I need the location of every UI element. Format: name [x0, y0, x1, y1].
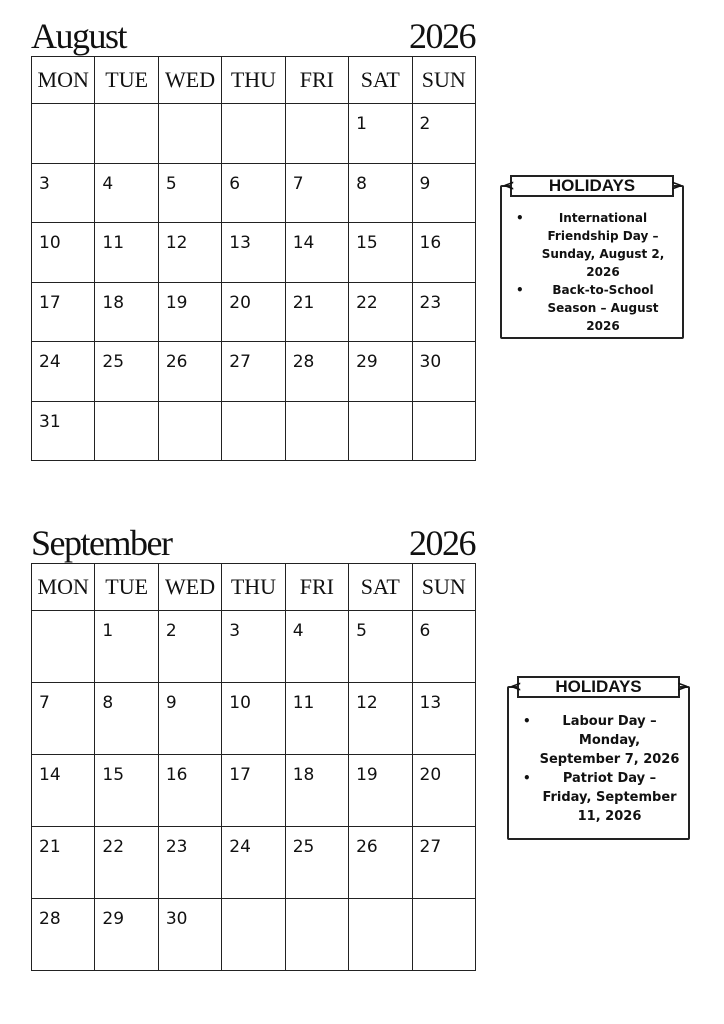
day-cell: 23: [412, 282, 475, 342]
day-cell: 1: [349, 104, 412, 164]
september-title: [31, 523, 475, 563]
day-cell: 8: [95, 683, 158, 755]
month-name: August: [31, 16, 127, 56]
weekday-header: WED: [158, 564, 221, 611]
week-row: [32, 342, 476, 402]
day-cell: 10: [222, 683, 285, 755]
day-cell: 18: [285, 755, 348, 827]
day-cell: 19: [158, 282, 221, 342]
day-cell: 21: [32, 827, 95, 899]
day-cell: [95, 401, 158, 461]
day-cell: 13: [412, 683, 475, 755]
day-cell: [32, 611, 95, 683]
day-cell: 6: [412, 611, 475, 683]
week-row: [32, 223, 476, 283]
day-cell: [32, 104, 95, 164]
day-cell: 20: [412, 755, 475, 827]
weekday-header: TUE: [95, 564, 158, 611]
day-cell: 19: [349, 755, 412, 827]
day-cell: 4: [95, 163, 158, 223]
weekday-header-row: [32, 57, 476, 104]
day-cell: 29: [349, 342, 412, 402]
day-cell: 25: [95, 342, 158, 402]
weekday-header: MON: [32, 564, 95, 611]
day-cell: 9: [158, 683, 221, 755]
week-row: [32, 163, 476, 223]
bullet-icon: •: [516, 211, 524, 225]
day-cell: 7: [285, 163, 348, 223]
day-cell: 8: [349, 163, 412, 223]
day-cell: 12: [349, 683, 412, 755]
week-row: [32, 755, 476, 827]
weekday-header: SAT: [349, 564, 412, 611]
holiday-item: • Labour Day – Monday, September 7, 2026: [523, 714, 680, 767]
day-cell: 21: [285, 282, 348, 342]
august-weeks: [32, 104, 476, 461]
bullet-icon: •: [523, 771, 531, 785]
week-row: [32, 611, 476, 683]
day-cell: 16: [412, 223, 475, 283]
ribbon-end-icon: >: [671, 178, 683, 194]
day-cell: 1: [95, 611, 158, 683]
day-cell: 9: [412, 163, 475, 223]
weekday-header: THU: [222, 564, 285, 611]
weekday-header: WED: [158, 57, 221, 104]
day-cell: 24: [222, 827, 285, 899]
day-cell: 29: [95, 899, 158, 971]
september-grid: [31, 563, 476, 971]
holiday-item: • International Friendship Day – Sunday, August 2, 2026: [516, 211, 665, 279]
week-row: [32, 827, 476, 899]
week-row: [32, 282, 476, 342]
holidays-heading: HOLIDAYS: [548, 176, 636, 195]
weekday-header: MON: [32, 57, 95, 104]
holidays-banner: [503, 175, 683, 197]
day-cell: 2: [412, 104, 475, 164]
ribbon-end-icon: <: [503, 178, 515, 194]
day-cell: 25: [285, 827, 348, 899]
weekday-header-row: [32, 564, 476, 611]
week-row: [32, 104, 476, 164]
month-year: 2026: [409, 16, 475, 56]
day-cell: 22: [95, 827, 158, 899]
day-cell: 2: [158, 611, 221, 683]
holidays-heading: HOLIDAYS: [555, 677, 642, 696]
day-cell: 27: [412, 827, 475, 899]
week-row: [32, 683, 476, 755]
bullet-icon: •: [523, 714, 531, 728]
day-cell: 14: [32, 755, 95, 827]
weekday-header: SAT: [349, 57, 412, 104]
week-row: [32, 899, 476, 971]
day-cell: 3: [32, 163, 95, 223]
day-cell: 12: [158, 223, 221, 283]
day-cell: [285, 899, 348, 971]
day-cell: [222, 401, 285, 461]
day-cell: 16: [158, 755, 221, 827]
august-title: [31, 16, 475, 56]
august-holidays-box: [500, 176, 684, 339]
day-cell: 23: [158, 827, 221, 899]
day-cell: 3: [222, 611, 285, 683]
day-cell: 5: [349, 611, 412, 683]
day-cell: 27: [222, 342, 285, 402]
day-cell: [222, 899, 285, 971]
bullet-icon: •: [516, 283, 524, 297]
day-cell: 5: [158, 163, 221, 223]
day-cell: [158, 401, 221, 461]
day-cell: 18: [95, 282, 158, 342]
day-cell: [412, 401, 475, 461]
ribbon-end-icon: <: [510, 679, 522, 695]
day-cell: 30: [158, 899, 221, 971]
day-cell: 15: [95, 755, 158, 827]
september-holidays-box: [507, 677, 690, 840]
day-cell: [285, 401, 348, 461]
day-cell: [95, 104, 158, 164]
holidays-banner: [510, 676, 689, 698]
day-cell: 10: [32, 223, 95, 283]
day-cell: 13: [222, 223, 285, 283]
day-cell: 26: [158, 342, 221, 402]
day-cell: 20: [222, 282, 285, 342]
day-cell: [222, 104, 285, 164]
day-cell: 14: [285, 223, 348, 283]
week-row: [32, 401, 476, 461]
day-cell: [285, 104, 348, 164]
holiday-item: • Back-to-School Season – August 2026: [516, 283, 659, 333]
day-cell: 17: [32, 282, 95, 342]
day-cell: 22: [349, 282, 412, 342]
september-weeks: [32, 611, 476, 971]
day-cell: 6: [222, 163, 285, 223]
month-year: 2026: [409, 523, 475, 563]
weekday-header: FRI: [285, 564, 348, 611]
day-cell: 15: [349, 223, 412, 283]
weekday-header: THU: [222, 57, 285, 104]
august-grid: [31, 56, 476, 461]
day-cell: 11: [95, 223, 158, 283]
day-cell: 30: [412, 342, 475, 402]
day-cell: 11: [285, 683, 348, 755]
weekday-header: TUE: [95, 57, 158, 104]
day-cell: 26: [349, 827, 412, 899]
day-cell: 24: [32, 342, 95, 402]
day-cell: 31: [32, 401, 95, 461]
day-cell: 17: [222, 755, 285, 827]
day-cell: 7: [32, 683, 95, 755]
ribbon-end-icon: >: [677, 679, 689, 695]
day-cell: 28: [32, 899, 95, 971]
day-cell: 4: [285, 611, 348, 683]
holiday-list: [509, 712, 688, 826]
day-cell: [412, 899, 475, 971]
holiday-item: • Patriot Day – Friday, September 11, 2026: [523, 771, 677, 824]
weekday-header: SUN: [412, 57, 475, 104]
holiday-list: [502, 209, 682, 335]
day-cell: [158, 104, 221, 164]
month-name: September: [31, 523, 172, 563]
day-cell: [349, 899, 412, 971]
weekday-header: SUN: [412, 564, 475, 611]
day-cell: [349, 401, 412, 461]
weekday-header: FRI: [285, 57, 348, 104]
day-cell: 28: [285, 342, 348, 402]
